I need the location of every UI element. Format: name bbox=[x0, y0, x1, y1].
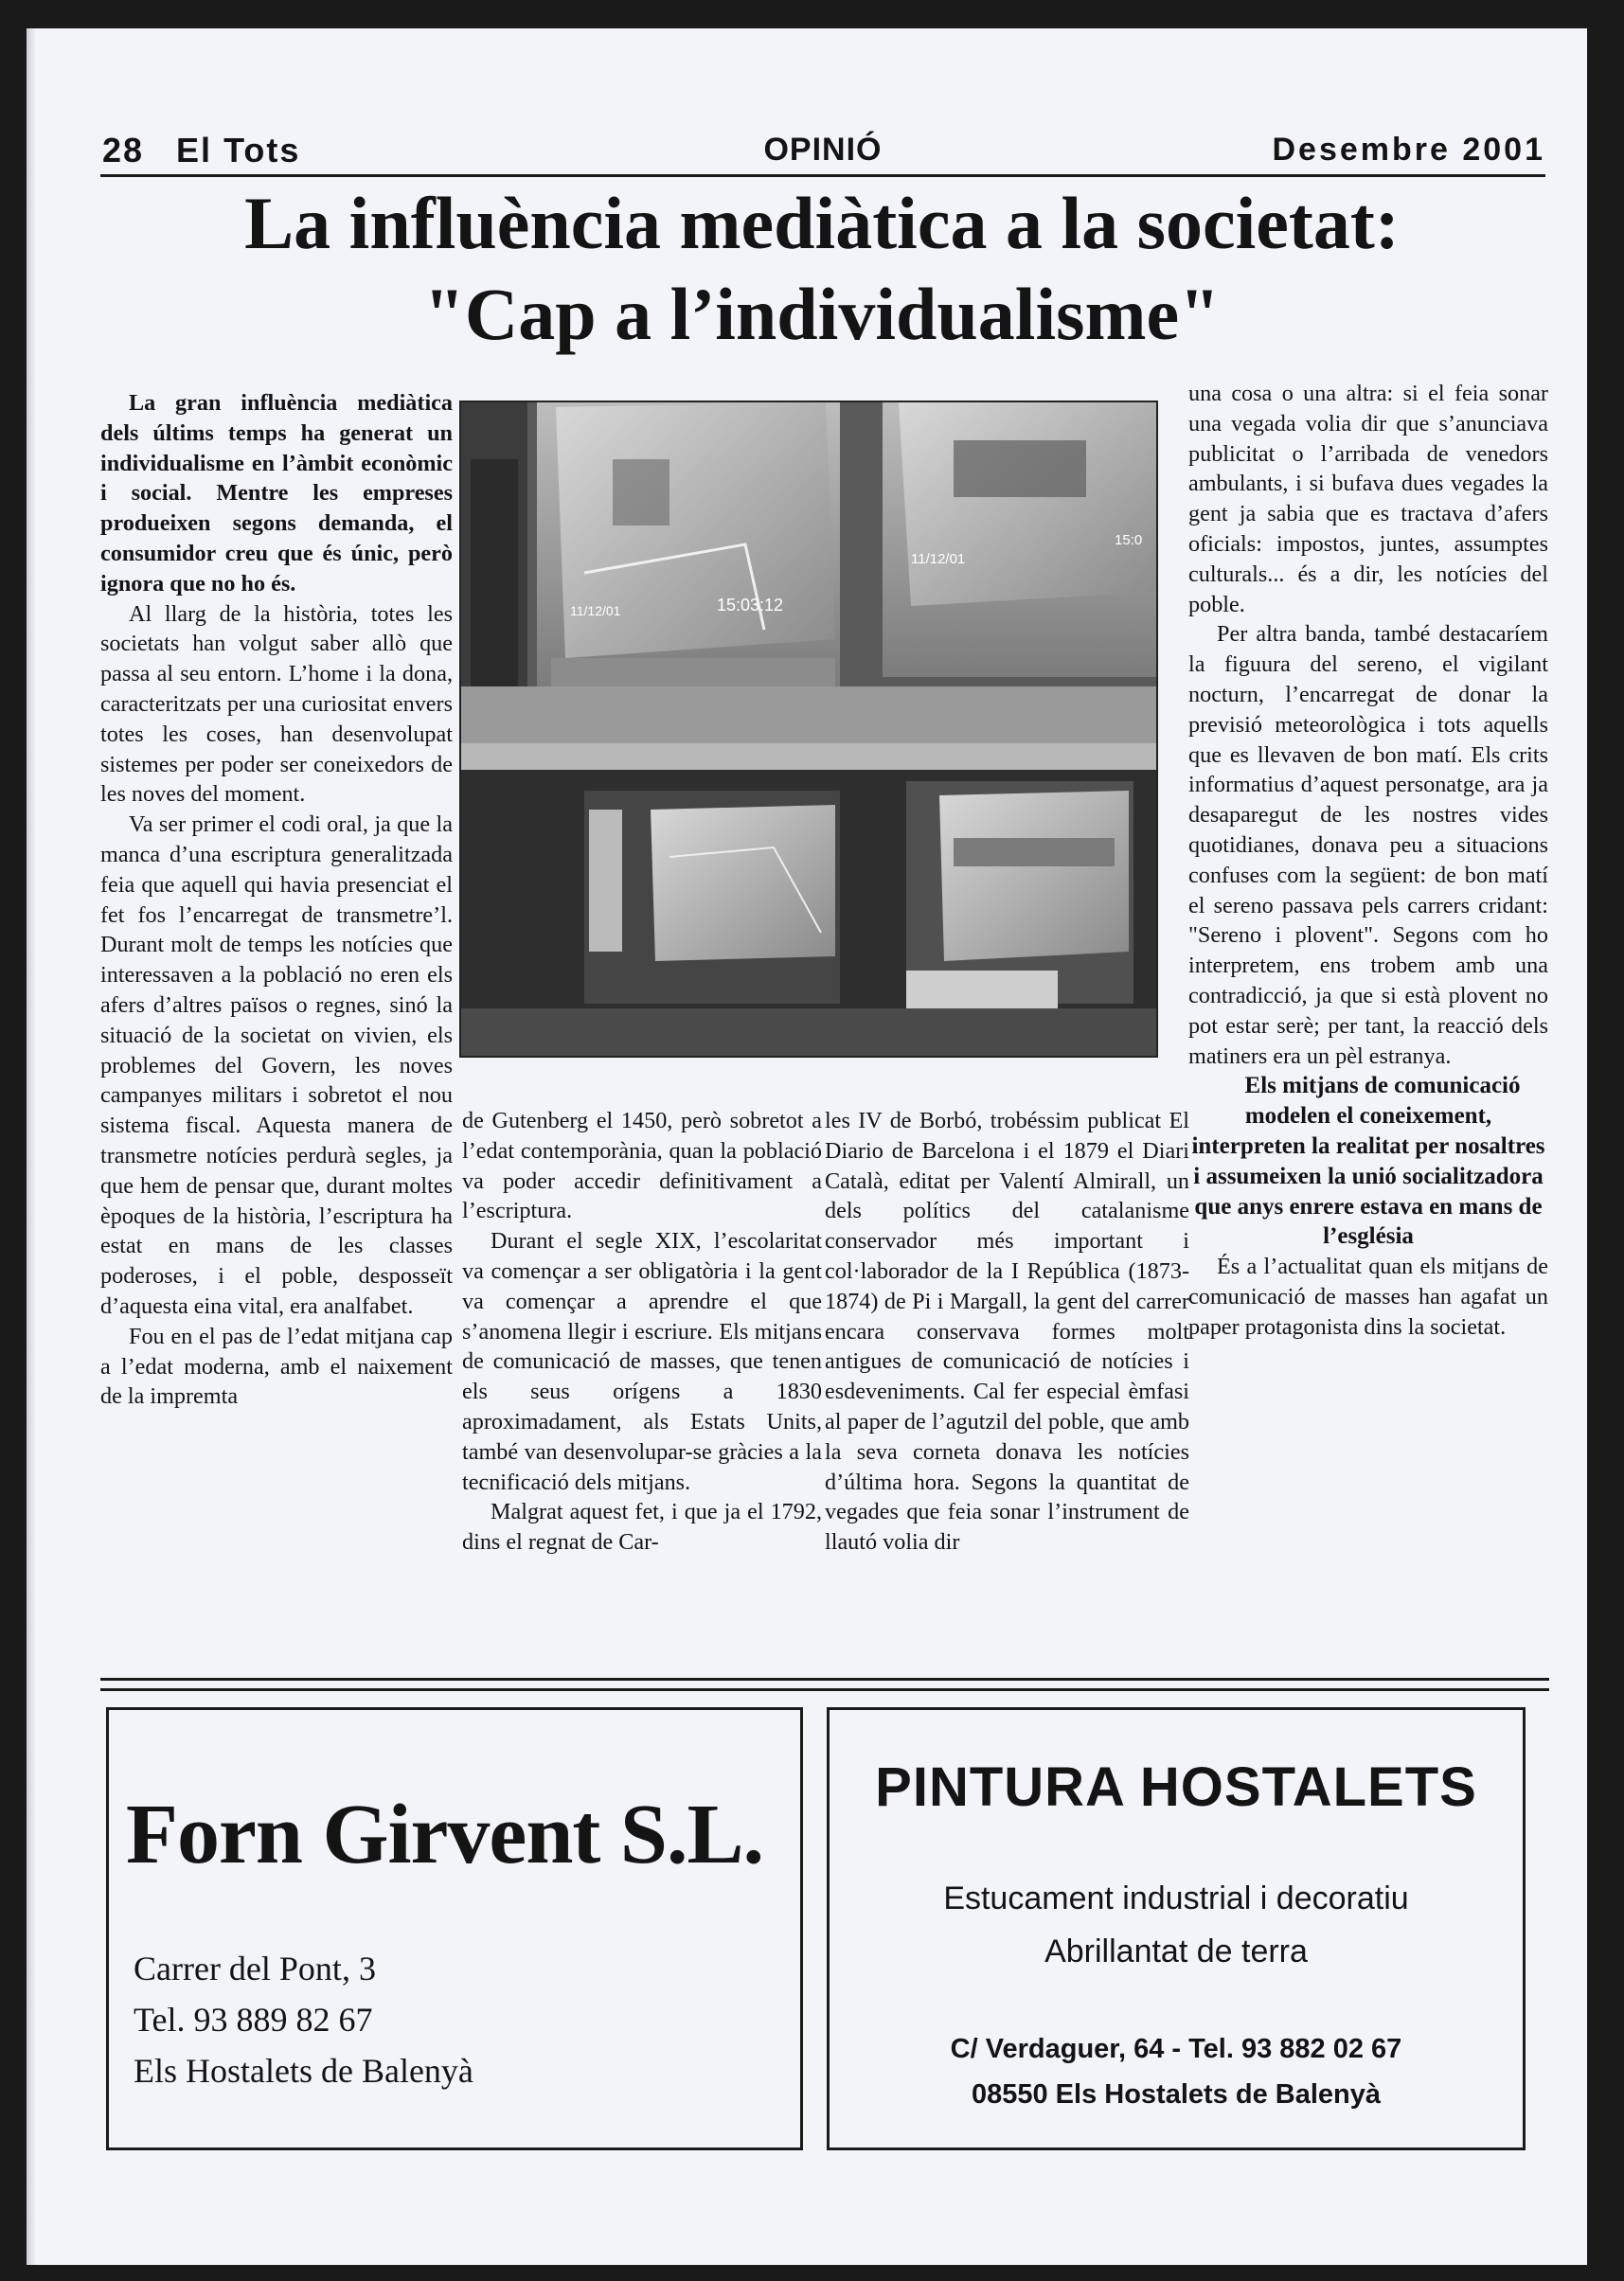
article-photo-cctv-monitors bbox=[459, 401, 1158, 1058]
paragraph: les IV de Borbó, trobéssim publicat El Diario de Barcelona i el 1879 el Diari Català, editat per Valentí Almirall, un dels polítics del catalanisme conservador més important i col·laborador de la I República (1873-1874) de Pi i Margall, la gent del carrer encara conservava formes molt antigues de comunicació de notícies i esdeveniments. Cal fer especial èmfasi al paper de l’agutzil del poble, que amb la seva corneta donava les notícies d’última hora. Segons la quantitat de vegades que feia sonar l’instrument de llautó volia dir bbox=[825, 1108, 1189, 1556]
monitor-time-2: 15:0 bbox=[1115, 532, 1143, 548]
magazine-page bbox=[27, 28, 1587, 2265]
paragraph: una cosa o una altra: si el feia sonar una vegada volia dir que s’anunciava publicitat o l’arribada de venedors ambulants, i si bufava dues vegades la gent ja sabia que es tractava d’afers oficials: impostos, juntes, assumptes culturals... és a dir, les notícies del poble. bbox=[1188, 381, 1548, 617]
page-number: 28 bbox=[102, 131, 145, 169]
ad-service-1: Estucament industrial i decoratiu bbox=[943, 1880, 1409, 1916]
ad-business-name: Forn Girvent S.L. bbox=[126, 1788, 763, 1881]
article-column-4 bbox=[1188, 379, 1548, 1343]
advertisement-forn-girvent bbox=[106, 1707, 803, 2150]
title-line-1: La influència mediàtica a la societat: bbox=[244, 182, 1400, 264]
paragraph: Malgrat aquest fet, i que ja el 1792, dins el regnat de Car- bbox=[462, 1499, 822, 1556]
paragraph: de Gutenberg el 1450, però sobretot a l’edat contemporània, quan la població va poder accedir definitivament a l’escriptura. bbox=[462, 1108, 822, 1224]
paragraph: Al llarg de la història, totes les societats han volgut saber allò que passa al seu entorn. L’home i la dona, caracteritzats per una curiositat envers totes les coses, han desenvolupat sistemes per poder ser coneixedors de les noves del moment. bbox=[100, 600, 453, 808]
monitor-date: 11/12/01 bbox=[570, 603, 621, 618]
monitor-date-2: 11/12/01 bbox=[911, 551, 966, 567]
article-lead: La gran influència mediàtica dels últims temps ha generat un individualisme en l’àmbit econòmic i social. Mentre les empreses produeixen segons demanda, el consumidor creu que és únic, però ignora que no ho és. bbox=[100, 390, 453, 597]
page-header bbox=[100, 112, 1545, 177]
pull-quote: Els mitjans de comunicació modelen el coneixement, interpreten la realitat per nosaltres i assumeixen la unió socialitzadora que anys enrere estava en mans de l’església bbox=[1191, 1073, 1545, 1250]
ad-address: Carrer del Pont, 3 bbox=[134, 1950, 376, 1987]
ad-address: C/ Verdaguer, 64 - Tel. 93 882 02 67 bbox=[950, 2034, 1402, 2064]
article-column-3 bbox=[825, 1106, 1189, 1558]
publication-name: El Tots bbox=[176, 131, 301, 169]
paragraph: Fou en el pas de l’edat mitjana cap a l’edat moderna, amb el naixement de la impremta bbox=[100, 1323, 453, 1410]
section-label: OPINIÓ bbox=[763, 132, 883, 168]
section-divider bbox=[100, 1678, 1549, 1691]
paragraph: Per altra banda, també destacaríem la figuura del sereno, el vigilant nocturn, l’encarregat de donar la previsió meteorològica i tots aquells que es llevaven de bon matí. Els crits informatius d’aquest personatge, ara ja desaparegut de les nostres vides quotidianes, donava peu a situacions confuses com la següent: de bon matí el sereno passava pels carrers cridant: "Sereno i plovent". Segons com ho interpretem, ens trobem amb una contradicció, ja que si està plovent no pot estar serè; per tant, la reacció dels matiners era un pèl estranya. bbox=[1188, 621, 1548, 1069]
paragraph: És a l’actualitat quan els mitjans de comunicació de masses han agafat un paper protagonista dins la societat. bbox=[1188, 1254, 1548, 1340]
article-column-1 bbox=[100, 388, 453, 1412]
article-column-2 bbox=[462, 1106, 822, 1558]
ad-phone: Tel. 93 889 82 67 bbox=[134, 2001, 373, 2039]
monitor-timestamp: 15:03:12 bbox=[717, 596, 784, 615]
photo-illustration bbox=[461, 402, 1156, 1056]
paragraph: Va ser primer el codi oral, ja que la manca d’una escriptura generalitzada feia que aquell qui havia presenciat el fet fos l’encarregat de transmetre’l. Durant molt de temps les notícies que interessaven a la població no eren els afers d’altres països o regnes, sinó la situació de la societat on vivien, els problemes del Govern, les noves campanyes militars i sobretot el nou sistema fiscal. Aquesta manera de transmetre notícies perdurà segles, ja que hem de pensar que, durant moltes èpoques de la història, l’escriptura ha estat en mans de les classes poderoses, i el poble, desposseït d’aquesta eina vital, era analfabet. bbox=[100, 811, 453, 1319]
issue-date: Desembre 2001 bbox=[1272, 132, 1545, 168]
article-title bbox=[83, 178, 1561, 360]
title-line-2: "Cap a l’individualisme" bbox=[423, 273, 1221, 355]
ad-business-name: PINTURA HOSTALETS bbox=[875, 1756, 1477, 1818]
paragraph: Durant el segle XIX, l’escolaritat va començar a ser obligatòria i la gent va començar a aprendre el que s’anomena llegir i escriure. Els mitjans de comunicació de masses, que tenen els seus orígens a 1830 aproximadament, als Estats Units, també van desenvolupar-se gràcies a la tecnificació dels mitjans. bbox=[462, 1228, 822, 1495]
ad-town: Els Hostalets de Balenyà bbox=[134, 2052, 473, 2090]
page-binding-shadow bbox=[27, 28, 36, 2265]
ad-service-2: Abrillantat de terra bbox=[1044, 1934, 1308, 1969]
ad-town: 08550 Els Hostalets de Balenyà bbox=[971, 2079, 1381, 2110]
advertisement-pintura-hostalets bbox=[827, 1707, 1526, 2150]
